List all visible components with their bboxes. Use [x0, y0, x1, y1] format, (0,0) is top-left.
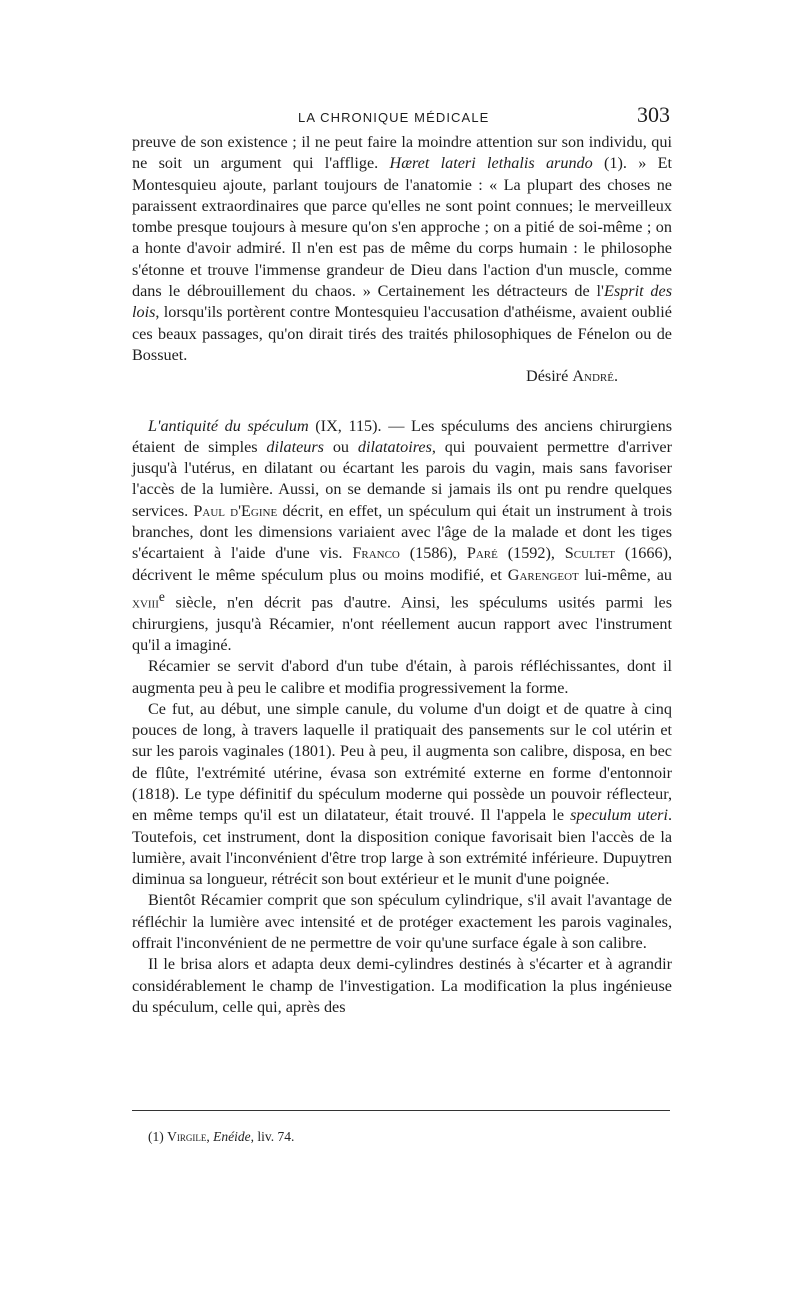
- text-run: ou: [323, 437, 358, 456]
- author-name: Paul d'Egine: [193, 501, 278, 520]
- text-run: ,: [206, 1129, 214, 1144]
- latin-quote: Hæret lateri lethalis arundo: [389, 154, 593, 173]
- text-run: (1586),: [399, 544, 467, 563]
- text-run: Ce fut, au début, une simple canule, du volume d'un doigt et de quatre à cinq pouces de long, à travers laquelle il pratiquait des pansements sur le col utérin et sur les parois vaginales (1801). Peu à peu, il augmenta son calibre, disposa, en bec de flûte, l'extrémité utérine, évasa son extrémité externe en forme d'entonnoir (1818). Le type définitif du spéculum moderne qui possède un pouvoir réflecteur, en même temps qu'il est un dilatateur, était trouvé. Il l'appela le: [132, 699, 672, 825]
- italic-term: dilateurs: [266, 437, 324, 456]
- section-gap: [132, 388, 672, 416]
- author-name: Paré: [466, 544, 498, 563]
- text-run: (IX, 115). — Les spéculums des anciens chirurgiens étaient de simples: [132, 416, 672, 456]
- paragraph-montesquieu: [132, 132, 672, 366]
- paragraph-cylindrique: Bientôt Récamier comprit que son spéculum cylindrique, s'il avait l'avantage de réfléchir la lumière avec intensité et de protéger exactement les parois vaginales, offrait l'inconvénient de ne permettre de voir qu'une surface égale à son calibre.: [132, 891, 672, 953]
- running-title: LA CHRONIQUE MÉDICALE: [298, 110, 490, 125]
- body-text: [132, 132, 672, 1018]
- paragraph-tube: Récamier se servit d'abord d'un tube d'étain, à parois réfléchissantes, dont il augmenta peu à peu le calibre et modifia progressivement la forme.: [132, 657, 672, 697]
- paragraph-canule: [132, 699, 672, 891]
- signature-last-name: André.: [572, 367, 618, 386]
- text-run: , lorsqu'ils portèrent contre Montesquieu l'accusation d'athéisme, avaient oublié ces beaux passages, qu'on dirait tirés des traités philosophiques de Fénelon ou de Bossuet.: [132, 303, 672, 364]
- paragraph-demi-cylindres: Il le brisa alors et adapta deux demi-cylindres destinés à s'écarter et à agrandir considérablement le champ de l'investigation. La modification la plus ingénieuse du spéculum, celle qui, après des: [132, 955, 672, 1016]
- text-run: (1666), décrivent le même spéculum plus ou moins modifié, et: [132, 544, 673, 584]
- text-run: (1). » Et Montesquieu ajoute, parlant toujours de l'anatomie : « La plupart des choses ne paraissent extraordinaires que parce qu'elles ne sont point connues; le merveilleux tombe presque toujours à mesure qu'on s'en approche ; on a pitié de soi-même ; on a honte d'avoir admiré. Il n'en est pas de même du corps humain : le philosophe s'étonne et trouve l'immense grandeur de Dieu dans l'action d'un muscle, comme dans le débrouillement du chaos. » Certainement les détracteurs de l': [132, 154, 672, 301]
- century-superscript: e: [158, 588, 165, 604]
- text-run: (1592),: [497, 544, 565, 563]
- text-run: décrit, en effet, un spéculum qui était un instrument à trois branches, dont les dimensions variaient avec l'âge de la malade et dont les tiges s'écartaient à l'aide d'une vis.: [132, 501, 672, 563]
- signature-first-name: Désiré: [526, 367, 573, 386]
- page-number: 303: [637, 102, 670, 127]
- text-run: , qui pouvaient permettre d'arriver jusqu'à l'utérus, en dilatant ou écartant les parois du vagin, mais sans favoriser l'accès de la lumière. Aussi, on se demande si jamais ils ont pu rendre quelques services.: [132, 437, 672, 520]
- footnote-divider: [132, 1110, 670, 1111]
- text-run: lui-même, au: [578, 565, 673, 584]
- italic-term: speculum uteri: [570, 806, 668, 825]
- author-name: Scultet: [564, 544, 615, 563]
- italic-term: dilatatoires: [357, 437, 432, 456]
- century-numeral: xviii: [132, 593, 159, 612]
- footnote-reference: , liv. 74.: [250, 1129, 295, 1144]
- author-name: Garengeot: [507, 565, 579, 584]
- author-name: Franco: [352, 544, 400, 563]
- footnote-mark: (1): [148, 1129, 168, 1144]
- article-title: L'antiquité du spéculum: [148, 416, 309, 435]
- paragraph-speculum-intro: [132, 416, 672, 657]
- book-title: Esprit des lois: [132, 282, 672, 322]
- text-run: siècle, n'en décrit pas d'autre. Ainsi, les spéculums usités parmi les chirurgiens, jusqu'à Récamier, n'ont réellement aucun rapport avec l'instrument qu'il a imaginé.: [132, 593, 672, 654]
- text-run: preuve de son existence ; il ne peut faire la moindre attention sur son individu, qui ne soit un argument qui l'afflige.: [132, 133, 672, 173]
- running-header: [132, 100, 670, 130]
- signature: [132, 366, 672, 387]
- footnote-work: Enéide: [213, 1129, 251, 1144]
- footnote: [148, 1129, 294, 1145]
- footnote-author: Virgile: [167, 1129, 207, 1144]
- text-run: . Toutefois, cet instrument, dont la disposition conique favorisait bien l'accès de la lumière, avait l'inconvénient d'être trop large à son extrémité inférieure. Dupuytren diminua sa longueur, rétrécit son bout extérieur et le munit d'une poignée.: [132, 806, 672, 889]
